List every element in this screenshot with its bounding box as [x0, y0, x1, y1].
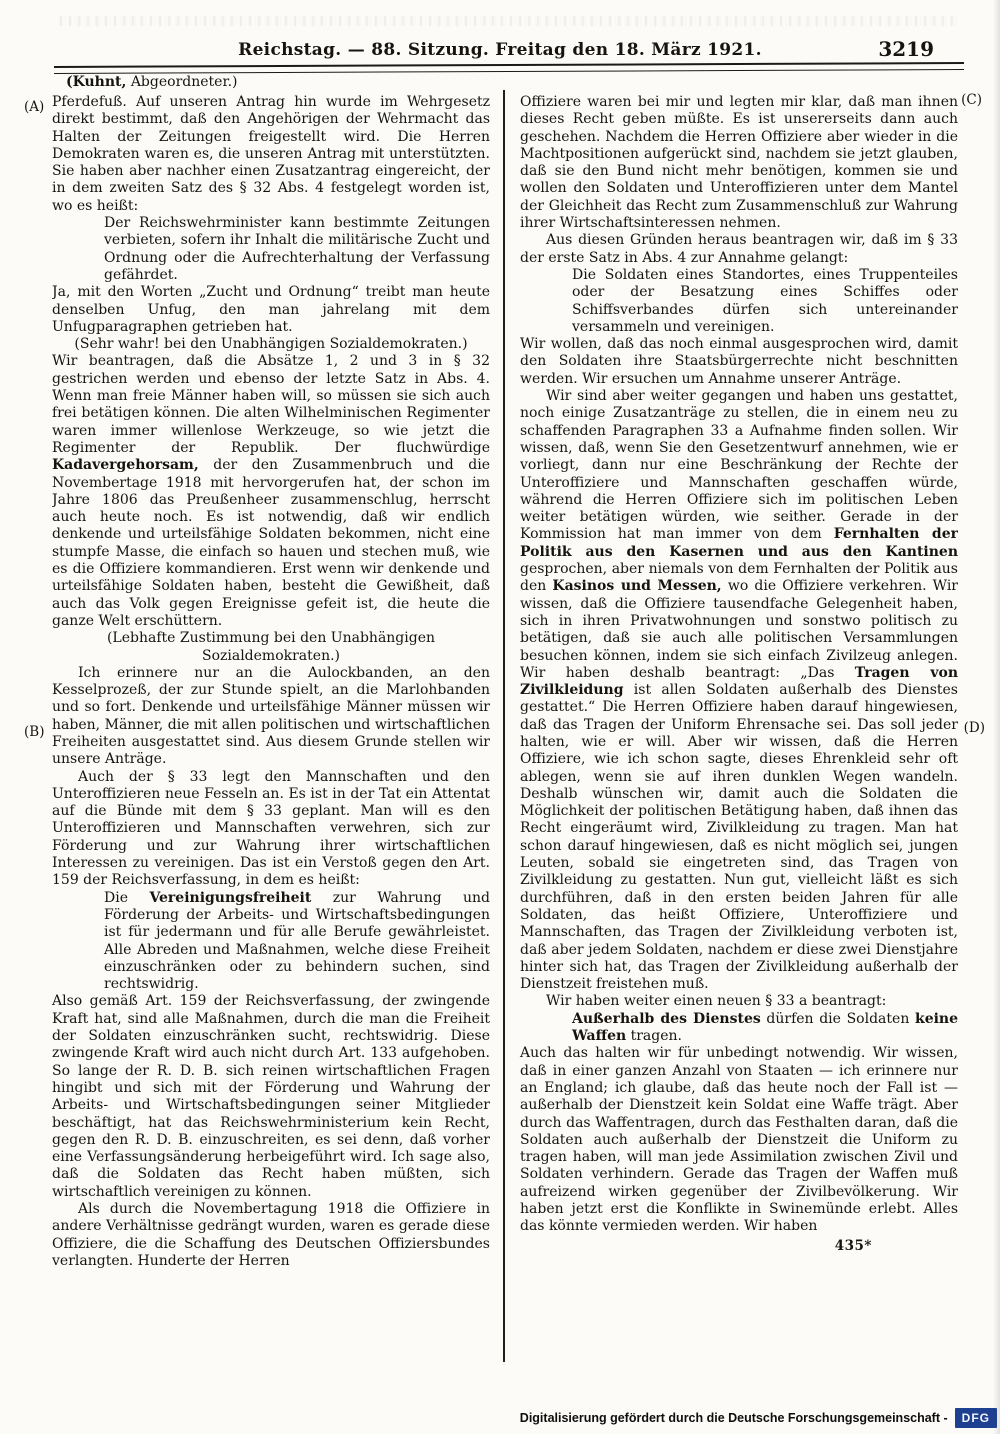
speech-paragraph: Ich erinnere nur an die Aulockbanden, an den Kesselprozeß, der zur Stunde spielt, an die Marlohbanden und so fort. Denkende und urteilsfähige Männer müssen wir haben, Männer, die mit allen politischen und wirtschaftlichen Freiheiten ausgestattet sind. Aus diesem Grunde stellen wir unsere Anträge. [52, 664, 490, 768]
page-number: 3219 [878, 37, 934, 61]
left-column-paragraphs [52, 94, 490, 1270]
left-column [52, 73, 490, 1363]
signature-footnote: 435* [834, 1237, 872, 1254]
speaker-note [52, 73, 490, 92]
page-header-title: Reichstag. — 88. Sitzung. Freitag den 18. März 1921. [238, 40, 762, 60]
speech-paragraph: Aus diesen Gründen heraus beantragen wir, daß im § 33 der erste Satz in Abs. 4 zur Annahme gelangt: [520, 232, 958, 266]
quoted-provision: Die Soldaten eines Standortes, eines Truppenteiles oder der Besatzung eines Schiffes oder Schiffsverbandes dürfen sich untereinander versammeln und vereinigen. [572, 266, 958, 335]
speech-paragraph: Wir sind aber weiter gegangen und haben uns gestattet, noch einige Zusatzanträge zu stellen, die in einem neu zu schaffenden Paragraphen 33 a Aufnahme finden sollen. Wir wissen, daß, wenn Sie den Gesetzentwurf annehmen, wie er vorliegt, dann nur eine Beschränkung der Rechte der Unteroffiziere und Mannschaften geschaffen würde, während die Herren Offiziere sich im politischen Leben weiter betätigen würden, wie seither. Gerade in der Kommission hat man immer von dem Fernhalten der Politik aus den Kasernen und aus den Kantinen gesprochen, aber niemals von dem Fernhalten der Politik aus den Kasinos und Messen, wo die Offiziere verkehren. Wir wissen, daß die Offiziere tausendfache Gelegenheit haben, sich in ihren Privatwohnungen und sonstwo politisch zu betätigen, daß sie auch alle politischen Versammlungen besuchen können, indem sie sich einfach Zivilzeug anlegen. Wir haben deshalb beantragt: „Das Tragen von Zivilkleidung ist allen Soldaten außerhalb des Dienstes gestattet.“ Die Herren Offiziere haben darauf hingewiesen, daß das Tragen der Uniform Ehrensache sei. Das soll jeder halten, wie er will. Aber wir wissen, daß die Herren Offiziere, wie ich schon sagte, dieses Ehrenkleid sehr oft ablegen, wenn sie auf ihren dunklen Wegen wandeln. Deshalb wünschen wir, damit auch die Soldaten die Möglichkeit der politischen Betätigung haben, daß ihnen das Recht eingeräumt wird, Zivilkleidung zu tragen. Man hat schon darauf hingewiesen, daß es nicht möglich sei, jungen Leuten, sobald sie eingetreten sind, das Tragen von Zivilkleidung zu gestatten. Nun gut, vielleicht läßt es sich durchführen, daß in den ersten beiden Jahren für alle Soldaten, das heißt Offiziere, Unteroffiziere und Mannschaften, das Tragen der Zivilkleidung verboten ist, daß aber jedem Soldaten, nachdem er diese zwei Dienstjahre hinter sich hat, das Tragen der Zivilkleidung außerhalb der Dienstzeit freistehen muß. [520, 388, 958, 993]
speech-paragraph: Wir beantragen, daß die Absätze 1, 2 und 3 in § 32 gestrichen werden und ebenso der letzte Satz in Abs. 4. Wenn man freie Männer haben will, so müssen sie sich auch frei betätigen können. Die alten Wilhelminischen Regimenter waren immer willenlose Werkzeuge, so wie jetzt die Regimenter der Republik. Der fluchwürdige Kadavergehorsam, der den Zusammenbruch und die Novembertage 1918 mit hervorgerufen hat, der schon im Jahre 1806 das Preußenheer zusammenschlug, herrscht auch heute noch. Es ist notwendig, daß wir endlich denkende und urteilsfähige Soldaten bekommen, nicht eine stumpfe Masse, die einfach so hauen und stechen muß, wie es die Offiziere kommandieren. Erst wenn wir denkende und urteilsfähige Soldaten haben, besteht die Gewißheit, daß auch das Volk gegen Ereignisse gefeit ist, die heute die ganze Welt erschüttern. [52, 353, 490, 629]
interjection: (Sehr wahr! bei den Unabhängigen Sozialdemokraten.) [74, 336, 468, 353]
speech-paragraph: Als durch die Novembertagung 1918 die Offiziere in andere Verhältnisse gedrängt wurden, waren es gerade diese Offiziere, die die Schaffung des Deutschen Offiziersbundes verlangten. Hunderte der Herren [52, 1201, 490, 1269]
digitization-credit-text: Digitalisierung gefördert durch die Deutsche Forschungsgemeinschaft - [519, 1411, 948, 1425]
interjection: (Lebhafte Zustimmung bei den Unabhängigen Sozialdemokraten.) [106, 630, 436, 664]
speech-paragraph: Wir haben weiter einen neuen § 33 a beantragt: [546, 993, 887, 1010]
margin-marker-b: (B) [24, 724, 45, 740]
right-column [520, 73, 958, 1363]
quoted-provision: Der Reichswehrminister kann bestimmte Zeitungen verbieten, sofern ihr Inhalt die militärische Zucht und Ordnung oder die Aufrechterhaltung der Verfassung gefährdet. [104, 215, 490, 283]
page-edge-shadow [993, 0, 1000, 1434]
speech-paragraph: Auch das halten wir für unbedingt notwendig. Wir wissen, daß in einer ganzen Anzahl von Staaten — ich erinnere nur an England; ich glaube, daß das heute noch der Fall ist — außerhalb der Dienstzeit kein Soldat eine Waffe trägt. Aber durch das Waffentragen, durch das Festhalten daran, daß die Soldaten auch außerhalb der Dienstzeit die Uniform zu tragen haben, will man jede Assimilation zwischen Zivil und Soldaten verhindern. Gerade das Tragen der Waffen muß aufreizend wirken gegenüber der Zivilbevölkerung. Wir haben jetzt erst die Konflikte in Swinemünde erlebt. Alles das könnte vermieden werden. Wir haben [520, 1045, 958, 1235]
quoted-provision: Die Vereinigungsfreiheit zur Wahrung und Förderung der Arbeits- und Wirtschaftsbedingungen ist für jedermann und für alle Berufe gewährleistet. Alle Abreden und Maßnahmen, welche diese Freiheit einzuschränken oder zu behindern suchen, sind rechtswidrig. [104, 889, 490, 993]
margin-marker-a: (A) [24, 99, 45, 115]
quoted-provision: Außerhalb des Dienstes dürfen die Soldaten keine Waffen tragen. [572, 1010, 958, 1045]
speech-paragraph: Auch der § 33 legt den Mannschaften und den Unteroffizieren neue Fesseln an. Es ist in der Tat ein Attentat auf die Bünde mit dem § 33 geplant. Man will es den Unteroffizieren und Mannschaften verwehren, sich zur Förderung und zur Wahrung ihrer wirtschaftlichen Interessen zu vereinigen. Das ist ein Verstoß gegen den Art. 159 der Reichsverfassung, in dem es heißt: [52, 768, 490, 889]
margin-marker-c: (C) [961, 92, 982, 108]
text-columns [52, 73, 958, 1363]
speaker-role: Abgeordneter.) [126, 74, 238, 90]
speech-paragraph: Ja, mit den Worten „Zucht und Ordnung“ treibt man heute denselben Unfug, den man jahrelang mit dem Unfugparagraphen getrieben hat. [52, 284, 490, 335]
speech-paragraph: Pferdefuß. Auf unseren Antrag hin wurde im Wehrgesetz direkt bestimmt, daß den Angehörigen der Wehrmacht das Halten der Zeitungen freigestellt wird. Die Herren Demokraten waren es, die unseren Antrag mit unterstützten. Sie haben aber nachher einen Zusatzantrag eingereicht, der in dem zweiten Satz des § 32 Abs. 4 festgelegt worden ist, wo es heißt: [52, 94, 490, 214]
right-column-paragraphs [520, 94, 958, 1236]
dfg-logo: DFG [955, 1408, 997, 1428]
speech-paragraph: Also gemäß Art. 159 der Reichsverfassung, der zwingende Kraft hat, sind alle Maßnahmen, durch die man die Freiheit der Soldaten einzuschränken sucht, rechtswidrig. Diese zwingende Kraft wird auch nicht durch Art. 133 aufgehoben. So lange der R. D. B. sich reinen wirtschaftlichen Fragen hingibt und sich mit der Förderung und Wahrung der Arbeits- und Wirtschaftsbedingungen seiner Mitglieder beschäftigt, hat das Reichswehrministerium kein Recht, gegen den R. D. B. einzuschreiten, es sei denn, daß vorher eine Verfassungsänderung herbeigeführt wird. Ich sage also, daß die Soldaten das Recht haben müßten, sich wirtschaftlich vereinigen zu können. [52, 993, 490, 1200]
speech-paragraph: Offiziere waren bei mir und legten mir klar, daß man ihnen dieses Recht geben müßte. Es ist unsererseits dann auch geschehen. Nachdem die Herren Offiziere aber wieder in die Machtpositionen aufgerückt sind, nachdem sie jetzt glauben, daß sie den Bund nicht mehr benötigen, kommen sie und wollen den Soldaten und Unteroffizieren unter dem Mantel der Gleichheit das Recht zum Zusammenschluß zur Wahrung ihrer Wirtschaftsinteressen nehmen. [520, 94, 958, 232]
speaker-name: (Kuhnt, [66, 74, 127, 90]
speech-paragraph: Wir wollen, daß das noch einmal ausgesprochen wird, damit den Soldaten ihre Staatsbürgerrechte nicht beschnitten werden. Wir ersuchen um Annahme unserer Anträge. [520, 336, 958, 387]
scan-noise [60, 16, 960, 26]
digitization-footer [520, 1408, 997, 1428]
margin-marker-d: (D) [963, 720, 985, 736]
